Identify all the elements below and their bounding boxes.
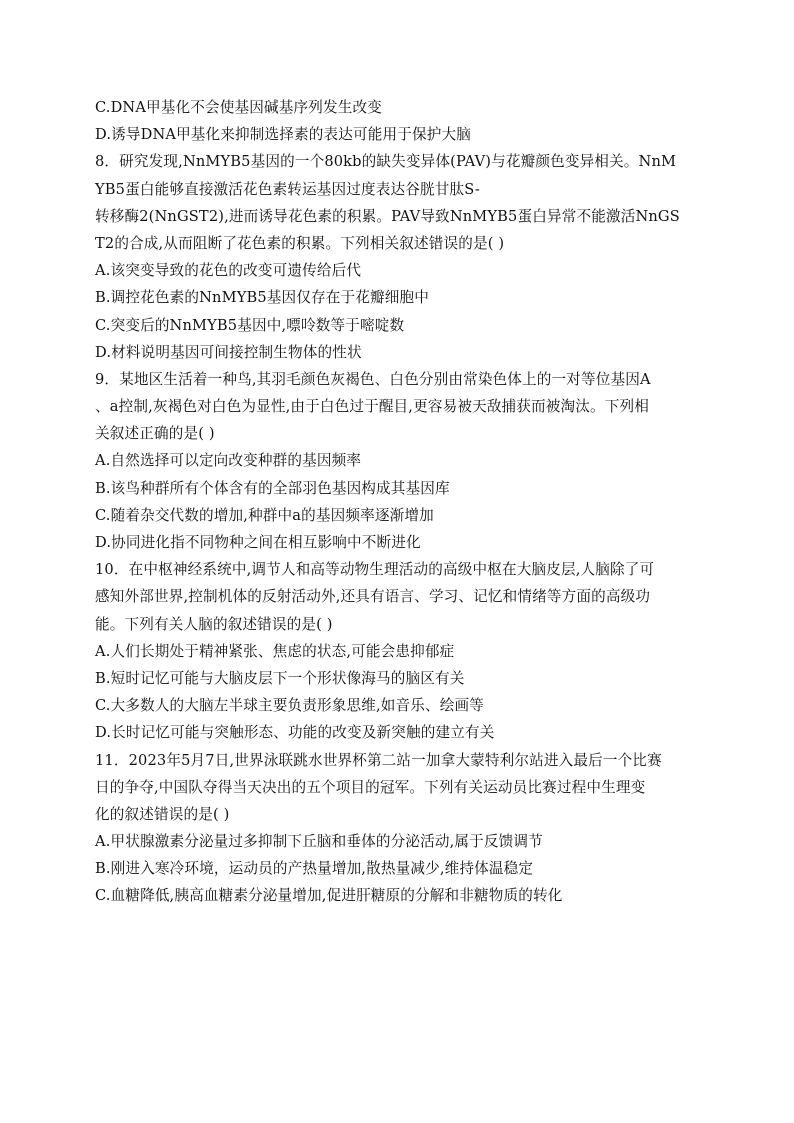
- question-10-stem-line-2: 感知外部世界,控制机体的反射活动外,还具有语言、学习、记忆和情绪等方面的高级功: [95, 588, 651, 606]
- option-10d: D.长时记忆可能与突触形态、功能的改变及新突触的建立有关: [95, 724, 495, 742]
- option-8c: C.突变后的NnMYB5基因中,嘌呤数等于嘧啶数: [95, 316, 405, 334]
- option-9d: D.协同进化指不同物种之间在相互影响中不断进化: [95, 534, 421, 551]
- option-10a: A.人们长期处于精神紧张、焦虑的状态,可能会患抑郁症: [95, 642, 455, 660]
- option-7d: D.诱导DNA甲基化来抑制选择素的表达可能用于保护大脑: [95, 126, 471, 144]
- option-8a: A.该突变导致的花色的改变可遗传给后代: [95, 262, 362, 280]
- option-11c: C.血糖降低,胰高血糖素分泌量增加,促进肝糖原的分解和非糖物质的转化: [95, 887, 563, 905]
- document-body: [95, 94, 701, 910]
- option-9c: C.随着杂交代数的增加,种群中a的基因频率逐渐增加: [95, 506, 434, 524]
- option-10c: C.大多数人的大脑左半球主要负责形象思维,如音乐、绘画等: [95, 697, 484, 715]
- option-10b: B.短时记忆可能与大脑皮层下一个形状像海马的脑区有关: [95, 669, 465, 687]
- question-8-stem-line-3: 转移酶2(NnGST2),进而诱导花色素的积累。PAV导致NnMYB5蛋白异常不能激活NnGS: [95, 207, 680, 225]
- question-8-stem-line-1: 8．研究发现,NnMYB5基因的一个80kb的缺失变异体(PAV)与花瓣颜色变异相关。NnM: [95, 153, 677, 171]
- option-9b: B.该鸟种群所有个体含有的全部羽色基因构成其基因库: [95, 479, 450, 497]
- question-8-stem-line-4: T2的合成,从而阻断了花色素的积累。下列相关叙述错误的是( ): [95, 234, 505, 252]
- question-8-stem-line-2: YB5蛋白能够直接激活花色素转运基因过度表达谷胱甘肽S-: [95, 180, 480, 198]
- option-11a: A.甲状腺激素分泌量过多抑制下丘脑和垂体的分泌活动,属于反馈调节: [95, 833, 543, 851]
- question-9-stem-line-3: 关叙述正确的是( ): [95, 425, 215, 443]
- option-11b: B.刚进入寒冷环境，运动员的产热量增加,散热量减少,维持体温稳定: [95, 860, 534, 878]
- option-8b: B.调控花色素的NnMYB5基因仅存在于花瓣细胞中: [95, 289, 429, 307]
- option-9a: A.自然选择可以定向改变种群的基因频率: [95, 452, 362, 470]
- question-11-stem-line-2: 日的争夺,中国队夺得当天决出的五个项目的冠军。下列有关运动员比赛过程中生理变: [95, 778, 646, 796]
- question-11-stem-line-3: 化的叙述错误的是( ): [95, 805, 230, 823]
- option-8d: D.材料说明基因可间接控制生物体的性状: [95, 343, 362, 361]
- question-11-stem-line-1: 11．2023年5月7日,世界泳联跳水世界杯第二站一加拿大蒙特利尔站进入最后一个比赛: [95, 751, 662, 769]
- question-9-stem-line-1: 9．某地区生活着一种鸟,其羽毛颜色灰褐色、白色分别由常染色体上的一对等位基因A: [95, 370, 651, 388]
- question-10-stem-line-3: 能。下列有关人脑的叙述错误的是( ): [95, 615, 333, 633]
- question-10-stem-line-1: 10．在中枢神经系统中,调节人和高等动物生理活动的高级中枢在大脑皮层,人脑除了可: [95, 561, 655, 579]
- question-9-stem-line-2: 、a控制,灰褐色对白色为显性,由于白色过于醒目,更容易被天敌捕获而被淘汰。下列相: [95, 398, 649, 416]
- option-7c: C.DNA甲基化不会使基因碱基序列发生改变: [95, 99, 382, 116]
